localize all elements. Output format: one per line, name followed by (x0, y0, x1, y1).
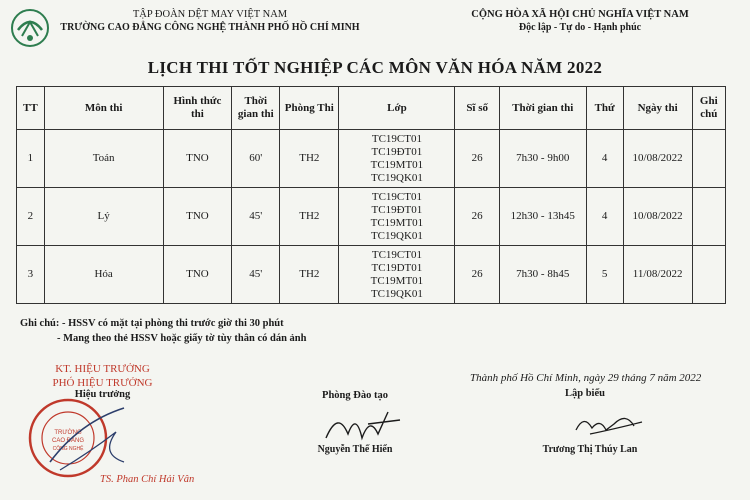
country-motto: Độc lập - Tự do - Hạnh phúc (518, 22, 642, 33)
cell-tt: 2 (17, 188, 45, 246)
col-si-so: Sĩ số (455, 87, 500, 130)
kt-line-2: PHÓ HIỆU TRƯỞNG (52, 377, 153, 389)
svg-text:TRƯỜNG: TRƯỜNG (54, 430, 82, 436)
cell-ngay: 10/08/2022 (623, 188, 692, 246)
org-group: TẬP ĐOÀN DỆT MAY VIỆT NAM (132, 9, 288, 20)
col-phong-thi: Phòng Thi (280, 87, 339, 130)
table-header-row (17, 87, 726, 130)
page-title: LỊCH THI TỐT NGHIỆP CÁC MÔN VĂN HÓA NĂM 2022 (147, 58, 603, 77)
cell-lop (339, 130, 455, 188)
prepared-by-name: Trương Thị Thúy Lan (542, 444, 638, 455)
class-code: TC19CT01 (371, 248, 422, 261)
note-line-1: Ghi chú: - HSSV có mặt tại phòng thi trước giờ thi 30 phút (20, 318, 284, 329)
table-row (17, 246, 726, 304)
col-hinh-thuc (163, 87, 232, 130)
country-name: CỘNG HÒA XÃ HỘI CHỦ NGHĨA VIỆT NAM (471, 9, 689, 20)
col-hinh-thuc-line1: Hình thức (173, 95, 222, 107)
kt-line-1: KT. HIỆU TRƯỞNG (55, 363, 150, 375)
col-thoi-gian (232, 87, 280, 130)
col-thoi-gian-line1: Thời (244, 95, 268, 107)
cell-ngay: 10/08/2022 (623, 130, 692, 188)
col-ghi-chu: Ghi chú (692, 87, 725, 130)
class-code: TC19QK01 (370, 229, 423, 242)
col-thoi-gian-line2: gian thi (237, 108, 274, 120)
header-organization (60, 8, 360, 34)
cell-ghi-chu (692, 246, 725, 304)
note-line-2: - Mang theo thẻ HSSV hoặc giấy tờ tùy thân có dán ảnh (57, 333, 307, 344)
org-school: TRƯỜNG CAO ĐẲNG CÔNG NGHỆ THÀNH PHỐ HỒ CHÍ MINH (60, 22, 360, 33)
cell-ghi-chu (692, 188, 725, 246)
cell-gio: 12h30 - 13h45 (499, 188, 586, 246)
cell-phong: TH2 (280, 246, 339, 304)
col-lop: Lớp (339, 87, 455, 130)
svg-text:CÔNG NGHỆ: CÔNG NGHỆ (52, 446, 84, 452)
class-code: TC19MT01 (370, 274, 424, 287)
table-row (17, 130, 726, 188)
header-country (430, 8, 730, 34)
training-dept-name: Nguyễn Thế Hiển (317, 444, 393, 455)
cell-tt: 1 (17, 130, 45, 188)
svg-text:CAO ĐẲNG: CAO ĐẲNG (51, 438, 85, 444)
school-logo-icon (10, 8, 50, 48)
cell-mon: Toán (44, 130, 163, 188)
table-row (17, 188, 726, 246)
training-dept-label: Phòng Đào tạo (322, 390, 388, 401)
class-code: TC19QK01 (370, 287, 423, 300)
class-code: TC19ĐT01 (371, 145, 423, 158)
cell-thu: 4 (586, 130, 623, 188)
cell-thu: 4 (586, 188, 623, 246)
cell-thoi-gian: 45' (232, 246, 280, 304)
cell-mon: Lý (44, 188, 163, 246)
cell-thoi-gian: 45' (232, 188, 280, 246)
cell-ghi-chu (692, 130, 725, 188)
cell-hinh-thuc: TNO (163, 188, 232, 246)
col-mon-thi: Môn thi (44, 87, 163, 130)
class-code: TC19CT01 (371, 132, 422, 145)
col-ngay-thi: Ngày thi (623, 87, 692, 130)
cell-gio: 7h30 - 8h45 (499, 246, 586, 304)
cell-si-so: 26 (455, 188, 500, 246)
prepared-by-label: Lập biểu (565, 388, 605, 399)
signature-prepared-by-icon (570, 404, 650, 442)
class-code: TC19DT01 (371, 261, 423, 274)
cell-gio: 7h30 - 9h00 (499, 130, 586, 188)
cell-lop (339, 246, 455, 304)
notes-section (20, 316, 307, 346)
cell-thoi-gian: 60' (232, 130, 280, 188)
place-date: Thành phố Hồ Chí Minh, ngày 29 tháng 7 năm 2022 (470, 372, 702, 384)
cell-si-so: 26 (455, 246, 500, 304)
cell-thu: 5 (586, 246, 623, 304)
col-hinh-thuc-line2: thi (191, 108, 204, 120)
cell-lop (339, 188, 455, 246)
cell-si-so: 26 (455, 130, 500, 188)
cell-mon: Hóa (44, 246, 163, 304)
principal-label: Hiệu trưởng (74, 389, 131, 400)
cell-hinh-thuc: TNO (163, 246, 232, 304)
class-code: TC19MT01 (370, 216, 424, 229)
vice-principal-name: TS. Phan Chí Hải Vân (100, 474, 195, 485)
col-tt: TT (17, 87, 45, 130)
class-code: TC19ĐT01 (371, 203, 423, 216)
exam-schedule-table (16, 86, 726, 304)
class-code: TC19CT01 (371, 190, 422, 203)
vice-principal-title (45, 362, 160, 390)
signature-training-dept-icon (318, 404, 408, 446)
cell-phong: TH2 (280, 130, 339, 188)
cell-tt: 3 (17, 246, 45, 304)
class-code: TC19QK01 (370, 171, 423, 184)
col-thoi-gian-thi: Thời gian thi (499, 87, 586, 130)
cell-hinh-thuc: TNO (163, 130, 232, 188)
col-thu: Thứ (586, 87, 623, 130)
class-code: TC19MT01 (370, 158, 424, 171)
cell-phong: TH2 (280, 188, 339, 246)
official-seal-icon (20, 392, 130, 484)
cell-ngay: 11/08/2022 (623, 246, 692, 304)
